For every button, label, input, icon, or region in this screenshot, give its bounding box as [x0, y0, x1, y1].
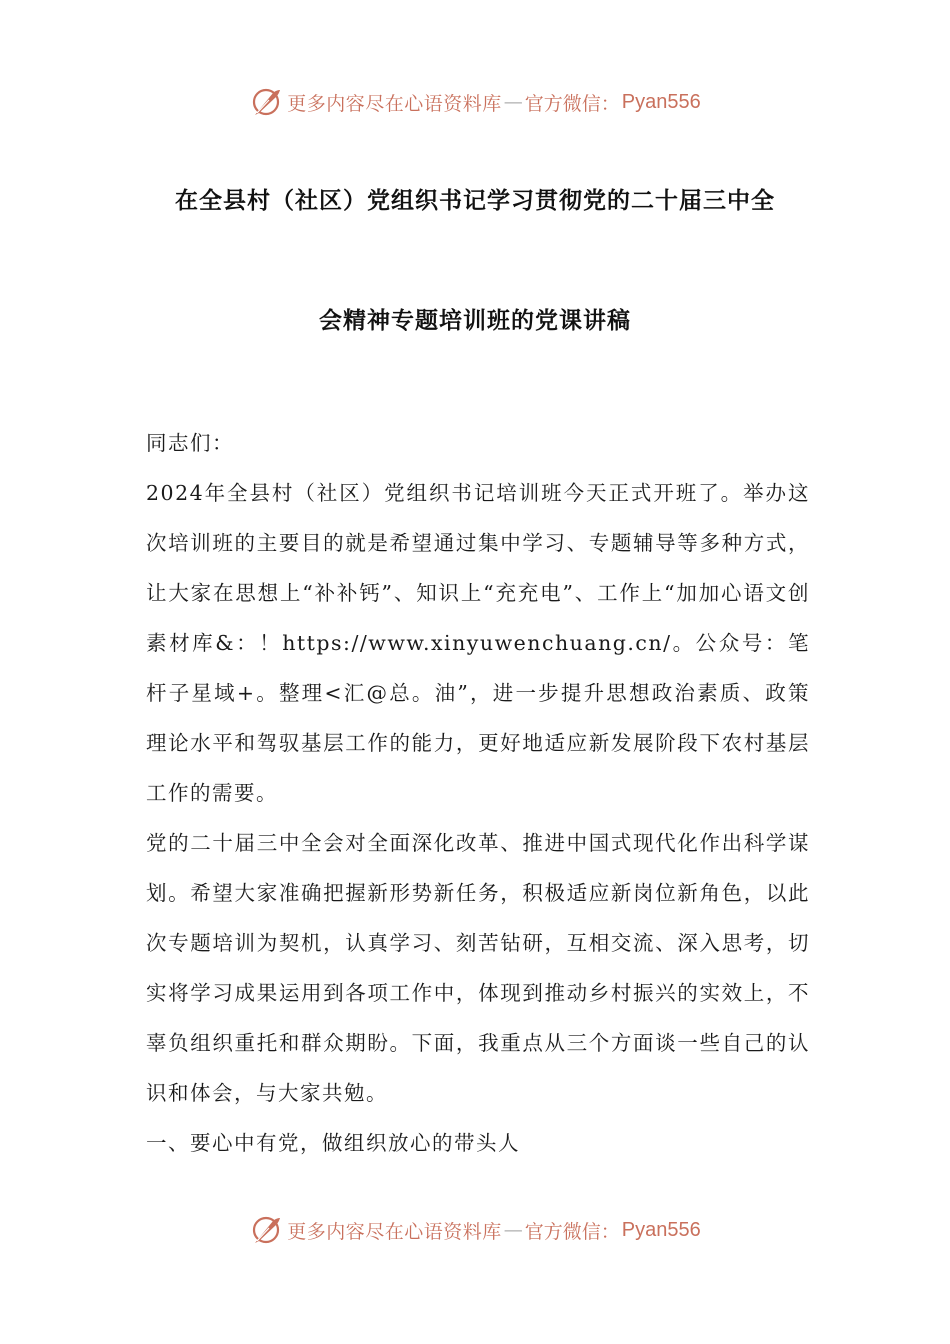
watermark-text: 更多内容尽在心语资料库: [287, 1220, 502, 1243]
paragraph: 2024年全县村（社区）党组织书记培训班今天正式开班了。举办这次培训班的主要目的就是希望通过集中学习、专题辅导等多种方式，让大家在思想上“补补钙”、知识上“充充电”、工作上“加加心语文创素材库&：！https://www.xinyuwenchuang.cn/。公众号：笔杆子星域+。整理<汇@总。油”，进一步提升思想政治素质、政策理论水平和驾驭基层工作的能力，更好地适应新发展阶段下农村基层工作的需要。: [146, 481, 810, 805]
document-body: [146, 418, 810, 1168]
wechat-id: Pyan556: [621, 90, 701, 113]
wechat-label: 官方微信：: [524, 1220, 620, 1243]
document-title-line-2: 会精神专题培训班的党课讲稿: [319, 308, 631, 334]
wechat-id: Pyan556: [621, 1218, 701, 1241]
wechat-label: 官方微信：: [524, 92, 620, 115]
header-watermark: [0, 80, 950, 124]
watermark-separator: —: [503, 91, 523, 113]
watermark-text: 更多内容尽在心语资料库: [287, 92, 502, 115]
quill-pen-icon: [249, 85, 283, 119]
quill-pen-icon: [249, 1213, 283, 1247]
salutation: 同志们：: [146, 431, 234, 455]
document-title-line-1: 在全县村（社区）党组织书记学习贯彻党的二十届三中全: [175, 188, 775, 214]
paragraph: 党的二十届三中全会对全面深化改革、推进中国式现代化作出科学谋划。希望大家准确把握新形势新任务，积极适应新岗位新角色，以此次专题培训为契机，认真学习、刻苦钻研，互相交流、深入思考，切实将学习成果运用到各项工作中，体现到推动乡村振兴的实效上，不辜负组织重托和群众期盼。下面，我重点从三个方面谈一些自己的认识和体会，与大家共勉。: [146, 831, 810, 1105]
section-heading: 一、要心中有党，做组织放心的带头人: [146, 1131, 520, 1155]
watermark-separator: —: [503, 1219, 523, 1241]
footer-watermark: [0, 1208, 950, 1252]
